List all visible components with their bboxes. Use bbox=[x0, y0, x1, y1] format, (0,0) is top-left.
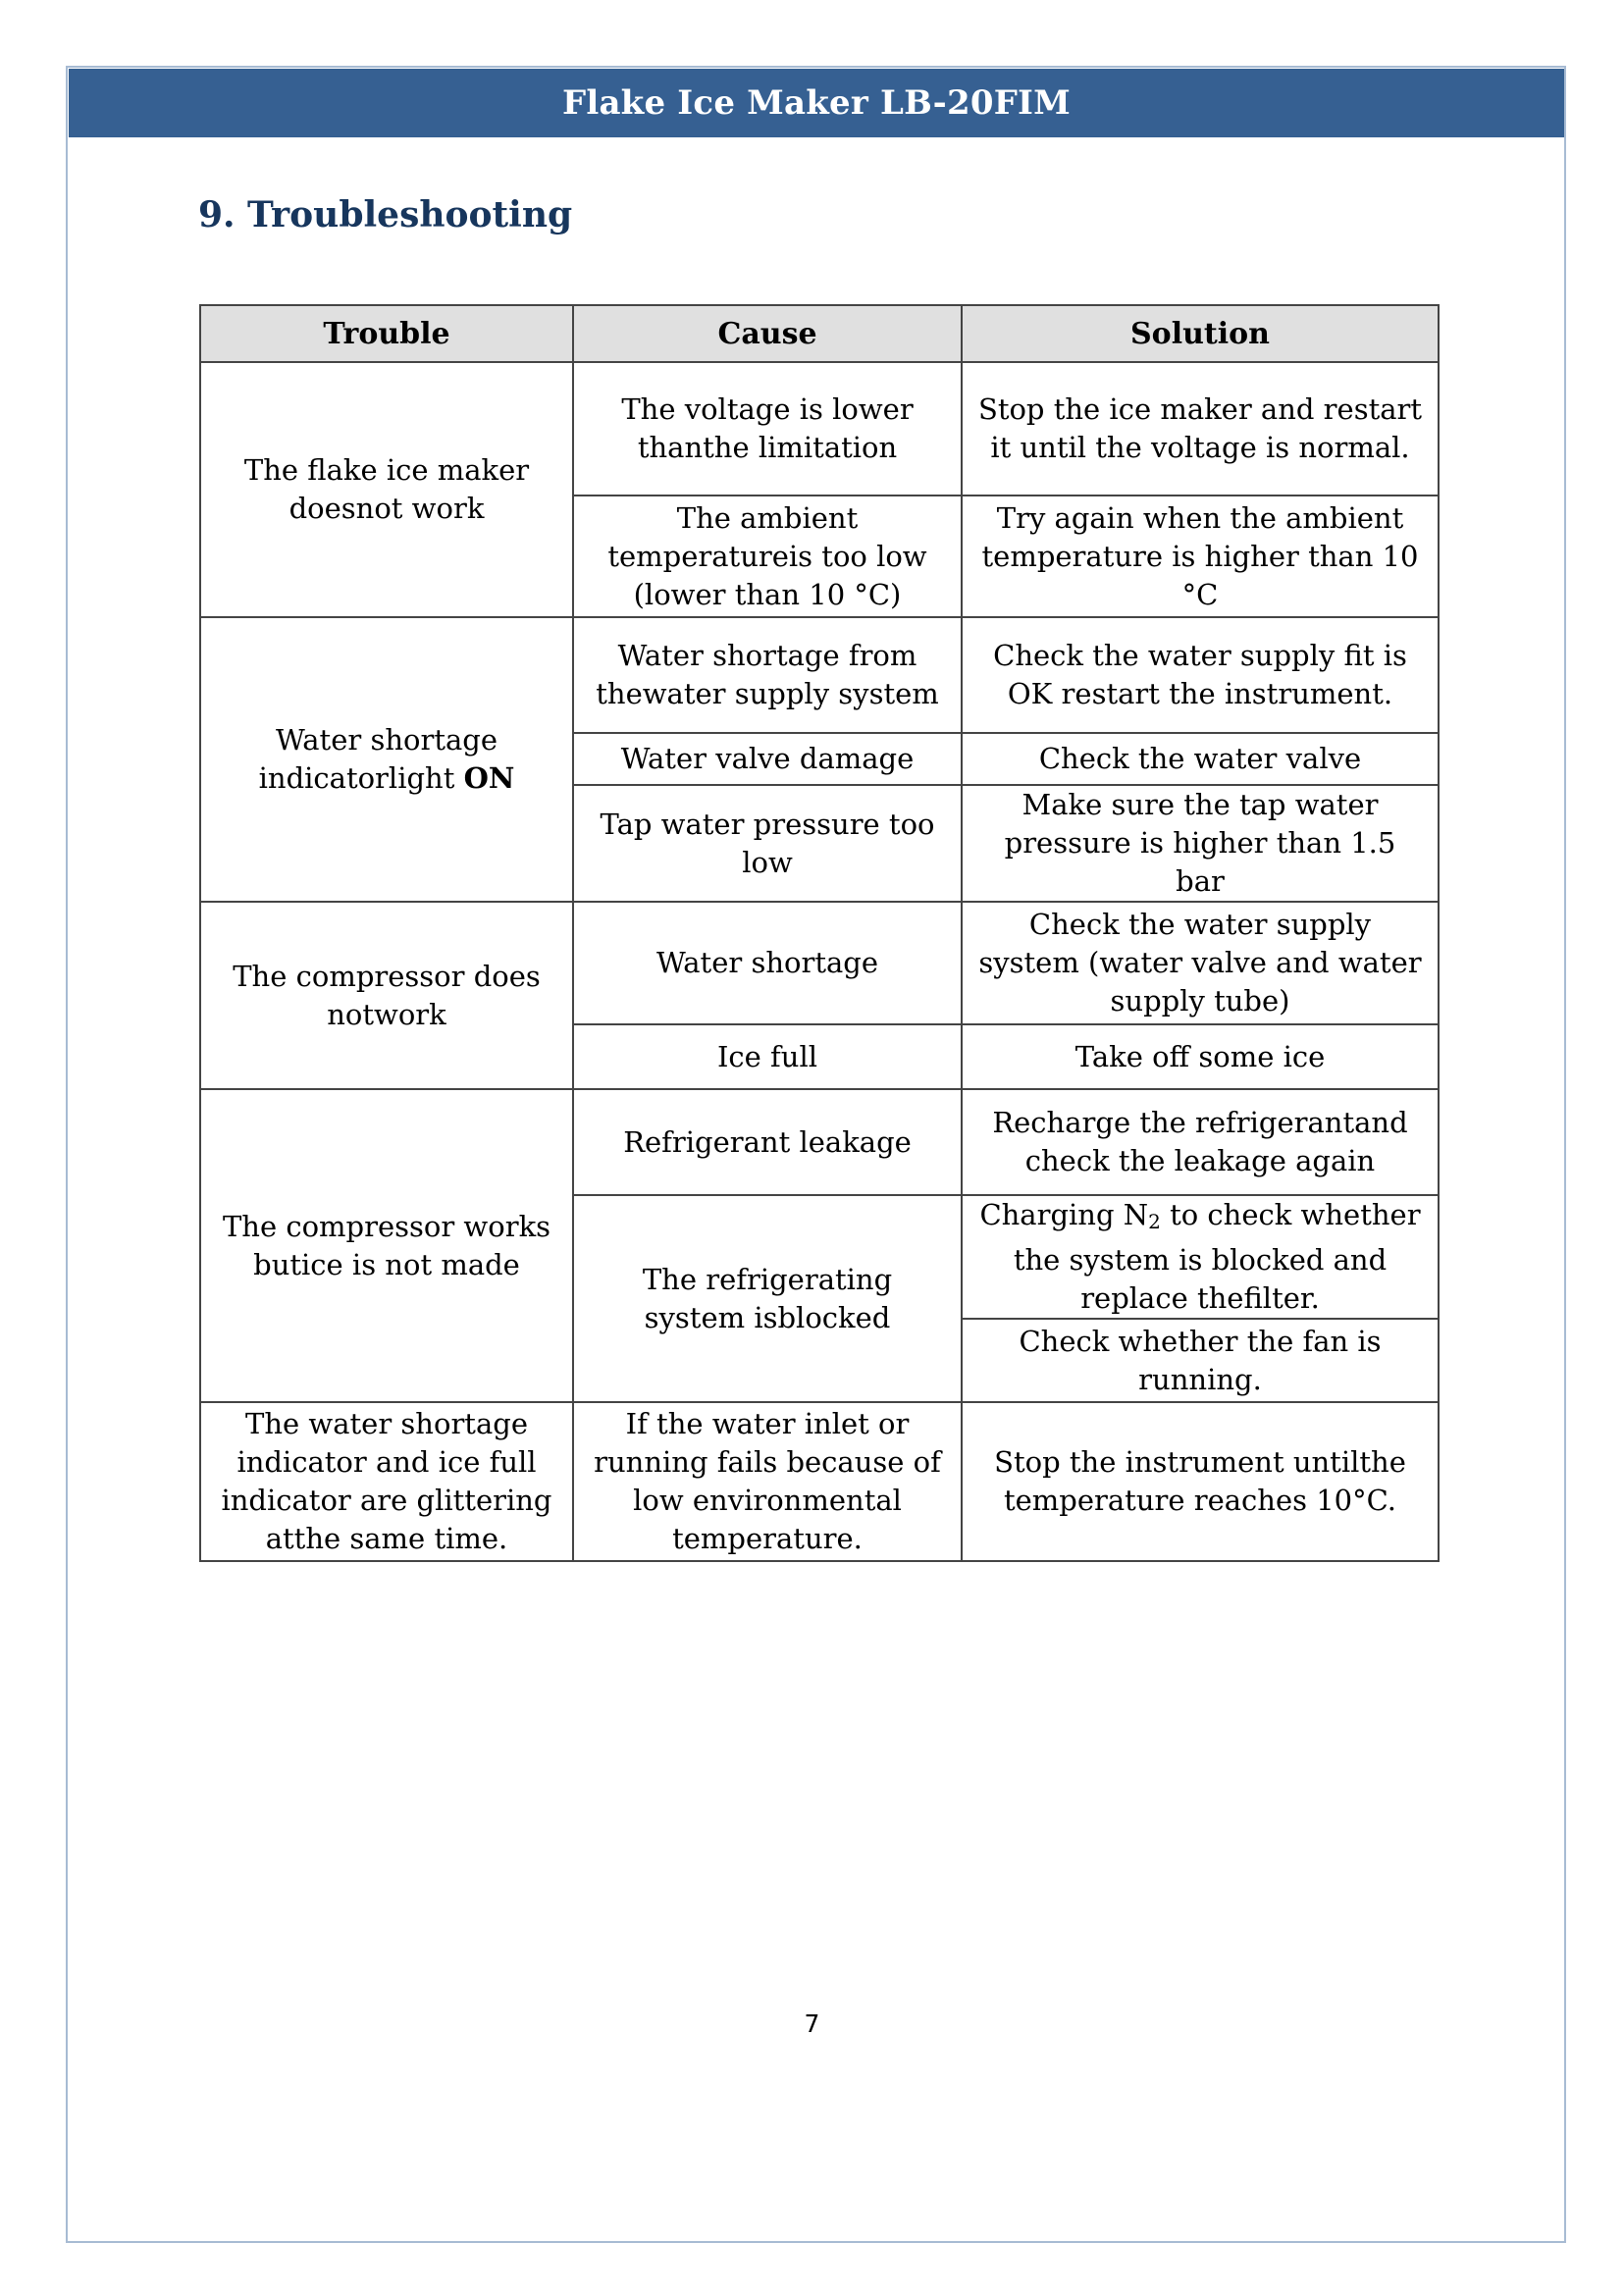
trouble-cell bbox=[200, 617, 573, 902]
cause-cell: Water valve damage bbox=[573, 733, 962, 785]
subscript-text: 2 bbox=[1148, 1210, 1161, 1233]
solution-cell: Check the water supply fit is OK restart the instrument. bbox=[962, 617, 1439, 733]
solution-cell: Check the water valve bbox=[962, 733, 1439, 785]
header-banner bbox=[69, 69, 1564, 137]
section-heading bbox=[198, 194, 572, 235]
solution-cell: Stop the instrument untilthe temperature reaches 10°C. bbox=[962, 1402, 1439, 1561]
solution-cell: Make sure the tap water pressure is higher than 1.5 bar bbox=[962, 785, 1439, 902]
cause-cell: Water shortage from thewater supply system bbox=[573, 617, 962, 733]
page-number: 7 bbox=[804, 2009, 820, 2038]
section-number: 9. bbox=[198, 194, 236, 235]
cause-cell: If the water inlet or running fails because of low environmental temperature. bbox=[573, 1402, 962, 1561]
solution-cell: Check whether the fan is running. bbox=[962, 1319, 1439, 1402]
troubleshooting-table bbox=[199, 304, 1440, 1562]
cause-cell: The ambient temperatureis too low (lower than 10 °C) bbox=[573, 496, 962, 617]
table-row bbox=[200, 902, 1439, 1024]
solution-cell: Try again when the ambient temperature is higher than 10 °C bbox=[962, 496, 1439, 617]
solution-cell: Recharge the refrigerantand check the leakage again bbox=[962, 1089, 1439, 1195]
table-row bbox=[200, 1402, 1439, 1561]
header-cause: Cause bbox=[573, 305, 962, 362]
document-title: Flake Ice Maker LB-20FIM bbox=[562, 83, 1071, 123]
cause-cell: The voltage is lower thanthe limitation bbox=[573, 362, 962, 496]
trouble-cell: The compressor does notwork bbox=[200, 902, 573, 1089]
cause-cell: Ice full bbox=[573, 1024, 962, 1089]
solution-cell: Check the water supply system (water valve and water supply tube) bbox=[962, 902, 1439, 1024]
cause-cell: Refrigerant leakage bbox=[573, 1089, 962, 1195]
trouble-cell: The compressor works butice is not made bbox=[200, 1089, 573, 1402]
trouble-emphasis: ON bbox=[463, 761, 515, 795]
table-row bbox=[200, 1089, 1439, 1195]
section-title: Troubleshooting bbox=[247, 194, 573, 235]
solution-text: to check whether the system is blocked and replace thefilter. bbox=[1013, 1198, 1421, 1315]
header-trouble: Trouble bbox=[200, 305, 573, 362]
trouble-cell: The water shortage indicator and ice full indicator are glittering atthe same time. bbox=[200, 1402, 573, 1561]
header-solution: Solution bbox=[962, 305, 1439, 362]
table-header-row bbox=[200, 305, 1439, 362]
table-row bbox=[200, 362, 1439, 496]
table-row bbox=[200, 617, 1439, 733]
cause-cell: Tap water pressure too low bbox=[573, 785, 962, 902]
solution-cell bbox=[962, 1195, 1439, 1319]
cause-cell: The refrigerating system isblocked bbox=[573, 1195, 962, 1402]
trouble-text: Water shortage indicatorlight bbox=[258, 723, 498, 795]
solution-cell: Stop the ice maker and restart it until the voltage is normal. bbox=[962, 362, 1439, 496]
cause-cell: Water shortage bbox=[573, 902, 962, 1024]
solution-cell: Take off some ice bbox=[962, 1024, 1439, 1089]
solution-text: Charging N bbox=[979, 1198, 1149, 1231]
trouble-cell: The flake ice maker doesnot work bbox=[200, 362, 573, 617]
